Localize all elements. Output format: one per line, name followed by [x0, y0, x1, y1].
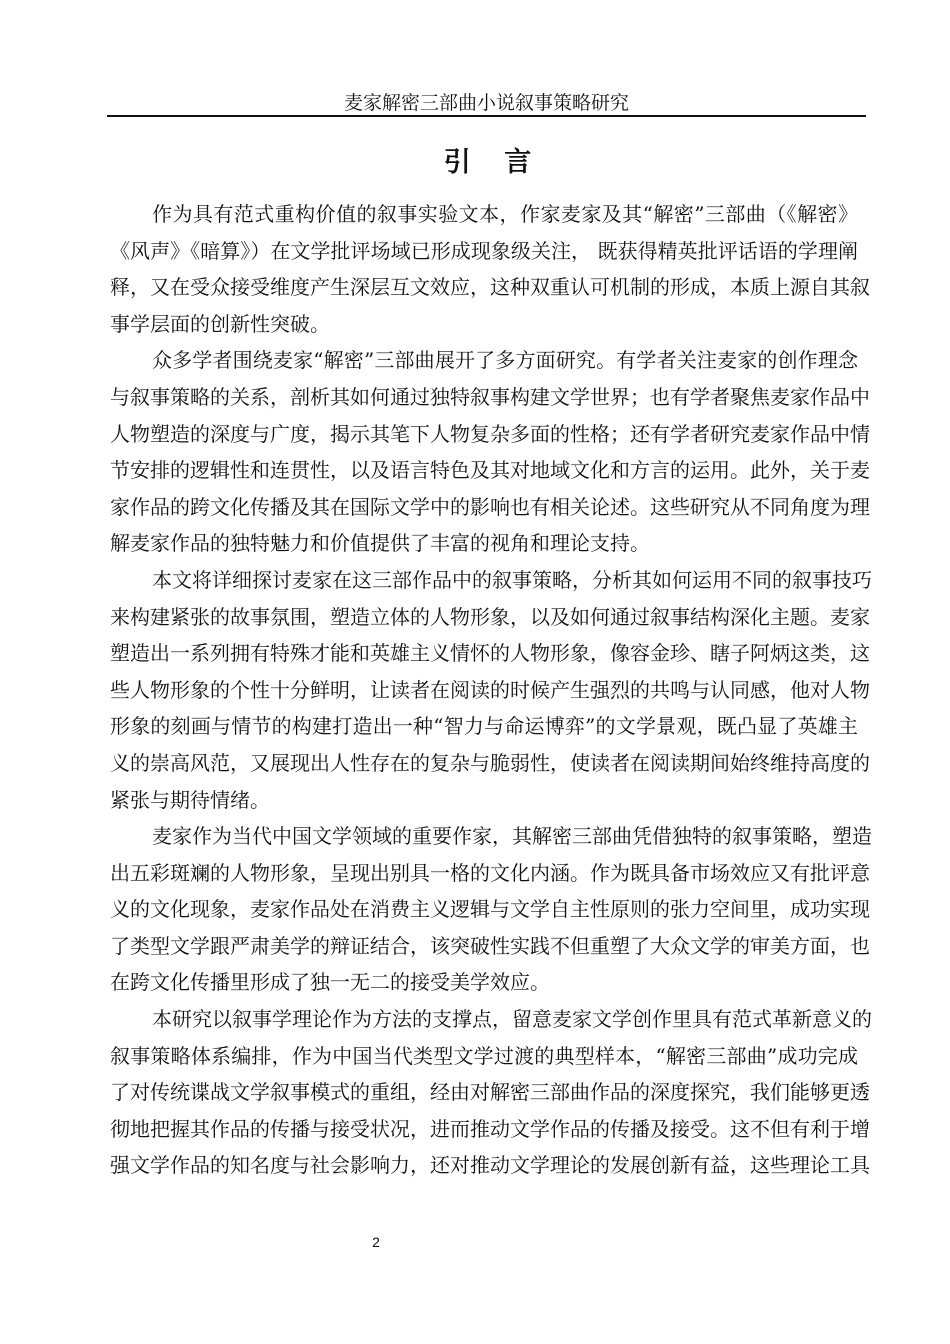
page-number: 2	[372, 1234, 380, 1250]
text-line: 解麦家作品的独特魅力和价值提供了丰富的视角和理论支持。	[110, 531, 650, 556]
text-line: 来构建紧张的故事氛围，塑造立体的人物形象，以及如何通过叙事结构深化主题。麦家	[110, 604, 870, 629]
text-line: 在跨文化传播里形成了独一无二的接受美学效应。	[110, 970, 550, 995]
text-line: 节安排的逻辑性和连贯性，以及语言特色及其对地域文化和方言的运用。此外，关于麦	[110, 458, 870, 483]
text-line: 强文学作品的知名度与社会影响力，还对推动文学理论的发展创新有益，这些理论工具	[110, 1153, 870, 1178]
text-line: 义的文化现象，麦家作品处在消费主义逻辑与文学自主性原则的张力空间里，成功实现	[110, 897, 870, 922]
text-line: 塑造出一系列拥有特殊才能和英雄主义情怀的人物形象，像容金珍、瞎子阿炳这类，这	[110, 641, 870, 666]
text-line: 了类型文学跟严肃美学的辩证结合，该突破性实践不但重塑了大众文学的审美方面，也	[110, 933, 870, 958]
text-line: 出五彩斑斓的人物形象，呈现出别具一格的文化内涵。作为既具备市场效应又有批评意	[110, 860, 870, 885]
section-title: 引 言	[443, 147, 544, 178]
text-line: 本研究以叙事学理论作为方法的支撑点，留意麦家文学创作里具有范式革新意义的	[152, 1007, 872, 1032]
paragraph	[110, 342, 870, 562]
text-line: 众多学者围绕麦家“解密”三部曲展开了多方面研究。有学者关注麦家的创作理念	[152, 348, 858, 373]
text-line: 释，又在受众接受维度产生深层互文效应，这种双重认可机制的形成，本质上源自其叙	[110, 275, 870, 300]
text-line: 麦家作为当代中国文学领域的重要作家，其解密三部曲凭借独特的叙事策略，塑造	[152, 824, 872, 849]
paragraph	[110, 1001, 872, 1184]
paragraph	[110, 818, 872, 1001]
paragraph	[110, 562, 872, 818]
paragraph	[110, 196, 870, 342]
text-line: 人物塑造的深度与广度，揭示其笔下人物复杂多面的性格；还有学者研究麦家作品中情	[110, 421, 870, 446]
text-line: 《风声》《暗算》）在文学批评场域已形成现象级关注， 既获得精英批评话语的学理阐	[110, 238, 858, 263]
text-line: 紧张与期待情绪。	[110, 787, 270, 812]
text-line: 形象的刻画与情节的构建打造出一种“智力与命运博弈”的文学景观，既凸显了英雄主	[110, 714, 858, 739]
header-rule	[107, 115, 866, 117]
text-line: 家作品的跨文化传播及其在国际文学中的影响也有相关论述。这些研究从不同角度为理	[110, 494, 870, 519]
running-header-title: 麦家解密三部曲小说叙事策略研究	[343, 92, 629, 114]
text-line: 些人物形象的个性十分鲜明，让读者在阅读的时候产生强烈的共鸣与认同感，他对人物	[110, 677, 870, 702]
text-line: 义的崇高风范，又展现出人性存在的复杂与脆弱性，使读者在阅读期间始终维持高度的	[110, 750, 870, 775]
text-line: 作为具有范式重构价值的叙事实验文本，作家麦家及其“解密”三部曲（《解密》	[152, 202, 858, 226]
text-line: 叙事策略体系编排，作为中国当代类型文学过渡的典型样本，“解密三部曲”成功完成	[110, 1043, 858, 1068]
text-line: 了对传统谍战文学叙事模式的重组，经由对解密三部曲作品的深度探究，我们能够更透	[110, 1080, 870, 1105]
text-line: 与叙事策略的关系，剖析其如何通过独特叙事构建文学世界；也有学者聚焦麦家作品中	[110, 384, 870, 409]
body-text	[110, 196, 872, 1184]
text-line: 彻地把握其作品的传播与接受状况，进而推动文学作品的传播及接受。这不但有利于增	[110, 1116, 870, 1141]
text-line: 本文将详细探讨麦家在这三部作品中的叙事策略，分析其如何运用不同的叙事技巧	[152, 567, 872, 592]
text-line: 事学层面的创新性突破。	[110, 311, 330, 336]
